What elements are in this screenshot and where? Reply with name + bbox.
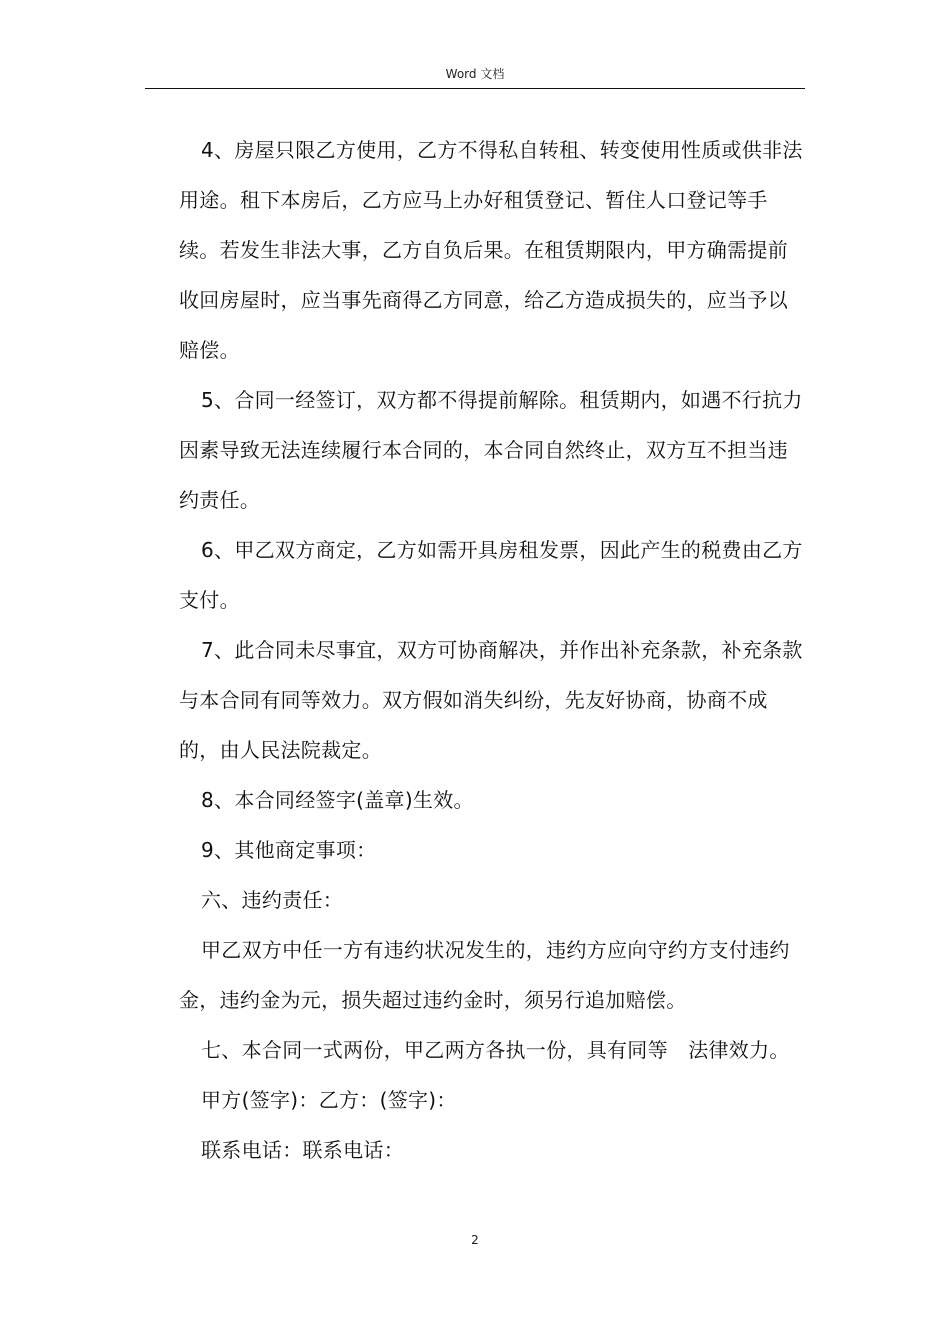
- contact-phone-line: 联系电话：联系电话：: [201, 1138, 404, 1162]
- paragraph-clause-5: 5、合同一经签订，双方都不得提前解除。租赁期内，如遇不行抗力因素导致无法连续履行本合同的，本合同自然终止，双方互不担当违约责任。: [179, 388, 803, 512]
- signature-line: 甲方(签字)：乙方：(签字)：: [201, 1088, 457, 1112]
- page-number: 2: [471, 1233, 479, 1247]
- header-divider: [145, 88, 805, 89]
- paragraph-clause-4: 4、房屋只限乙方使用，乙方不得私自转租、转变使用性质或供非法用途。租下本房后，乙方应马上办好租赁登记、暂住人口登记等手续。若发生非法大事，乙方自负后果。在租赁期限内，甲方确需提前收回房屋时，应当事先商得乙方同意，给乙方造成损失的，应当予以赔偿。: [179, 138, 803, 362]
- paragraph-breach-terms: 甲乙双方中任一方有违约状况发生的，违约方应向守约方支付违约金，违约金为元，损失超过违约金时，须另行追加赔偿。: [179, 938, 790, 1012]
- paragraph-clause-6: 6、甲乙双方商定，乙方如需开具房租发票，因此产生的税费由乙方支付。: [179, 538, 803, 612]
- document-body: [179, 125, 805, 1175]
- section-heading-breach: 六、违约责任：: [201, 888, 344, 912]
- page-header-title: Word 文档: [445, 67, 505, 81]
- paragraph-clause-7: 7、此合同未尽事宜，双方可协商解决，并作出补充条款，补充条款与本合同有同等效力。双方假如消失纠纷，先友好协商，协商不成的，由人民法院裁定。: [179, 638, 803, 762]
- paragraph-clause-9: 9、其他商定事项：: [201, 838, 377, 862]
- section-copies: 七、本合同一式两份，甲乙两方各执一份，具有同等 法律效力。: [201, 1038, 790, 1062]
- paragraph-clause-8: 8、本合同经签字(盖章)生效。: [201, 788, 474, 812]
